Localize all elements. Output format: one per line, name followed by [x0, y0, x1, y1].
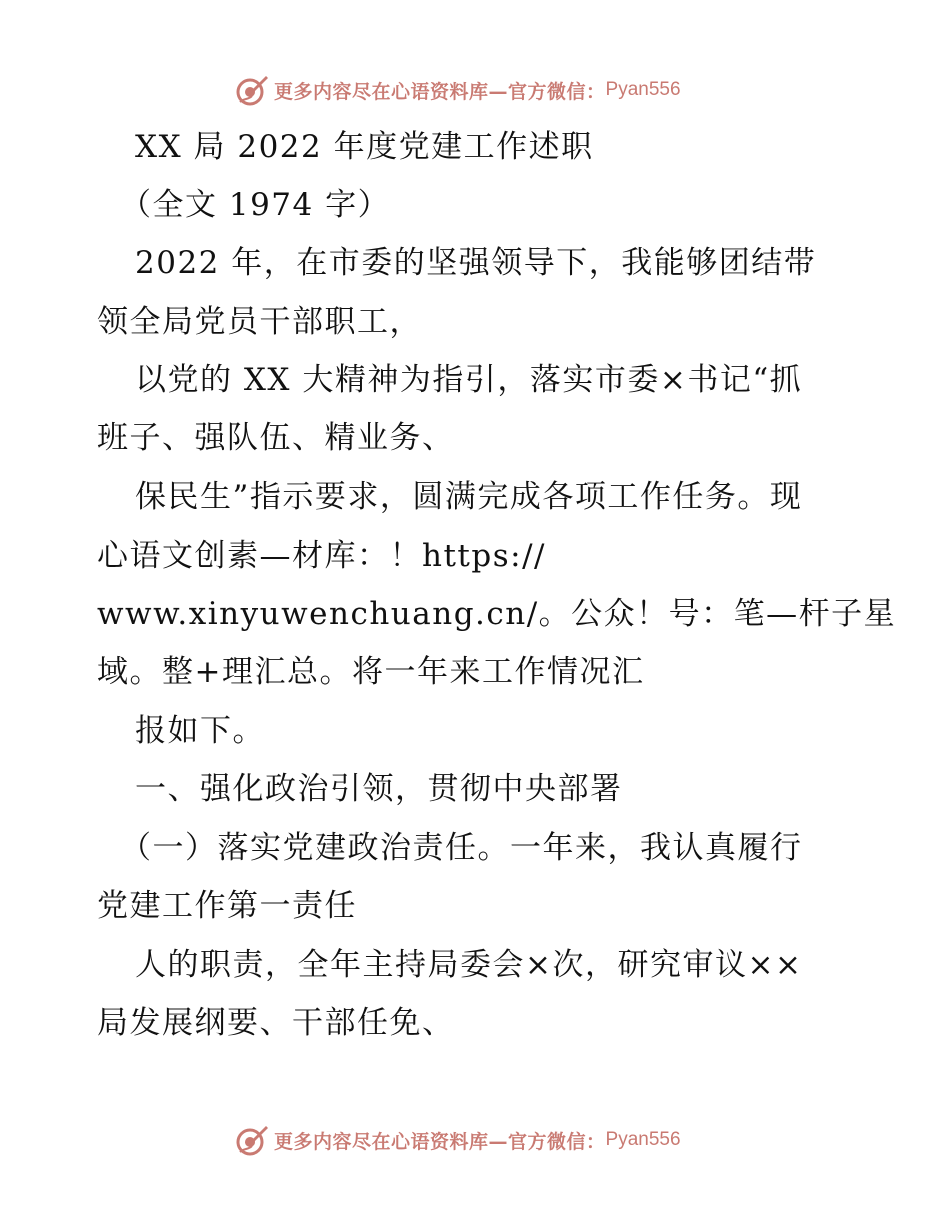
paragraph-line: 党建工作第一责任	[97, 888, 357, 924]
watermark-handle: Pyan556	[605, 1129, 681, 1150]
footer-watermark	[234, 1121, 681, 1159]
section-heading: 一、强化政治引领，贯彻中央部署	[135, 771, 623, 807]
watermark-slogan: 更多内容尽在心语资料库—官方微信：	[274, 1130, 606, 1153]
paragraph-line: 领全局党员干部职工，	[97, 304, 422, 340]
paragraph-line: www.xinyuwenchuang.cn/。公众！号：笔—杆子星	[97, 596, 897, 632]
paragraph-line: 域。整+理汇总。将一年来工作情况汇	[97, 654, 645, 690]
paragraph-line: 人的职责，全年主持局委会×次，研究审议××	[135, 947, 803, 983]
paragraph-line: 班子、强队伍、精业务、	[97, 420, 455, 456]
paragraph-line: 2022 年，在市委的坚强领导下，我能够团结带	[135, 245, 817, 281]
paragraph-line: 心语文创素—材库：！https://	[97, 538, 546, 574]
watermark-handle: Pyan556	[605, 79, 681, 100]
paragraph-line: 以党的 XX 大精神为指引，落实市委×书记“抓	[135, 362, 803, 398]
watermark-slogan: 更多内容尽在心语资料库—官方微信：	[274, 80, 606, 103]
paragraph-line: 保民生”指示要求，圆满完成各项工作任务。现	[135, 479, 803, 515]
document-title: XX 局 2022 年度党建工作述职	[135, 129, 594, 165]
header-watermark	[234, 71, 681, 109]
subsection-heading: （一）落实党建政治责任。一年来，我认真履行	[120, 830, 803, 866]
pen-seal-icon	[234, 72, 270, 108]
pen-seal-icon	[234, 1122, 270, 1158]
word-count-note: （全文 1974 字）	[120, 187, 391, 223]
paragraph-line: 报如下。	[135, 713, 265, 749]
paragraph-line: 局发展纲要、干部任免、	[97, 1005, 455, 1041]
